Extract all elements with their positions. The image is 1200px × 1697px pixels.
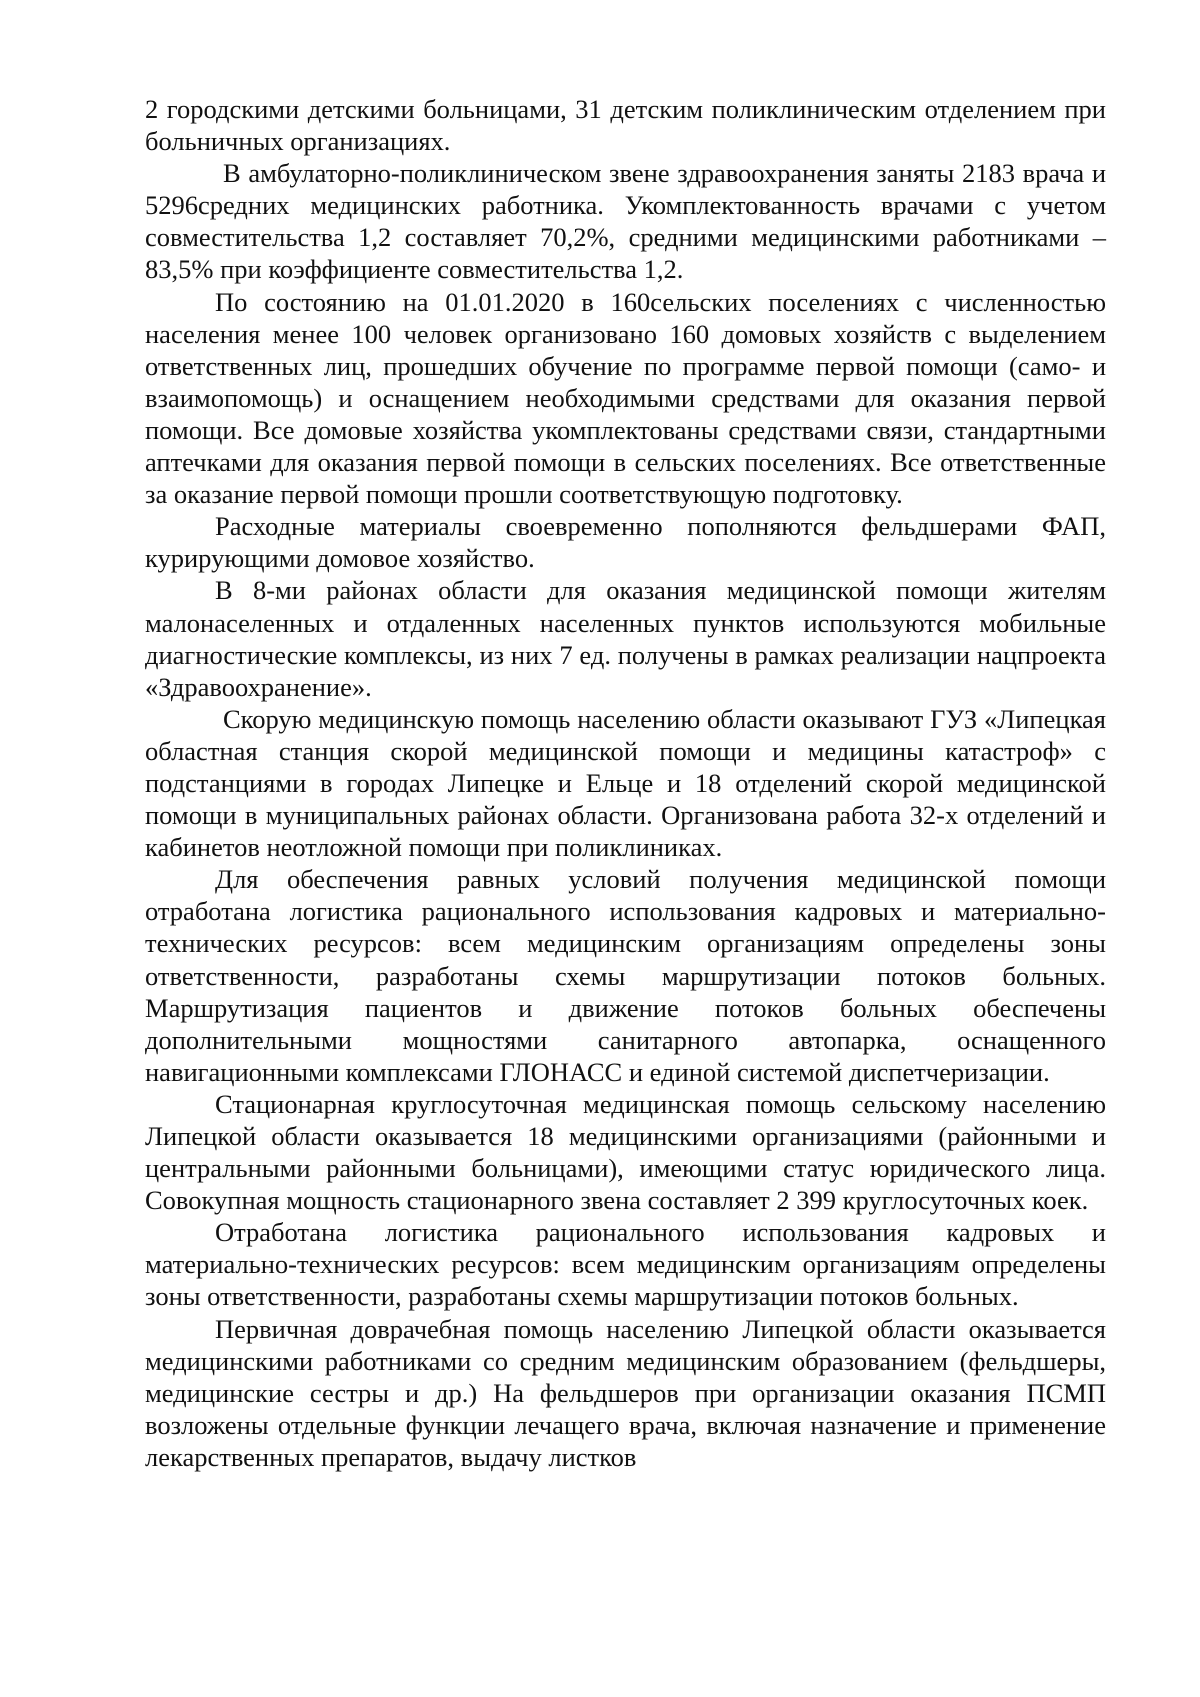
paragraph-2: В амбулаторно-поликлиническом звене здравоохранения заняты 2183 врача и 5296средних медицинских работника. Укомплектованность врачами с учетом совместительства 1,2 составляет 70,2%, средними медицинскими работниками – 83,5% при коэффициенте совместительства 1,2. (145, 158, 1106, 285)
document-page (145, 93, 1106, 1473)
paragraph-1: 2 городскими детскими больницами, 31 детским поликлиническим отделением при больничных организациях. (145, 94, 1106, 157)
paragraph-3: По состоянию на 01.01.2020 в 160сельских поселениях с численностью населения менее 100 человек организовано 160 домовых хозяйств с выделением ответственных лиц, прошедших обучение по программе первой помощи (само- и взаимопомощь) и оснащением необходимыми средствами для оказания первой помощи. Все домовые хозяйства укомплектованы средствами связи, стандартными аптечками для оказания первой помощи в сельских поселениях. Все ответственные за оказание первой помощи прошли соответствующую подготовку. (145, 286, 1106, 510)
paragraph-10: Первичная доврачебная помощь населению Липецкой области оказывается медицинскими работниками со средним медицинским образованием (фельдшеры, медицинские сестры и др.) На фельдшеров при организации оказания ПСМП возложены отдельные функции лечащего врача, включая назначение и применение лекарственных препаратов, выдачу листков (145, 1313, 1106, 1472)
paragraph-6: Скорую медицинскую помощь населению области оказывают ГУЗ «Липецкая областная станция скорой медицинской помощи и медицины катастроф» с подстанциями в городах Липецке и Ельце и 18 отделений скорой медицинской помощи в муниципальных районах области. Организована работа 32-х отделений и кабинетов неотложной помощи при поликлиниках. (145, 703, 1106, 863)
paragraph-8: Стационарная круглосуточная медицинская помощь сельскому населению Липецкой области оказывается 18 медицинскими организациями (районными и центральными районными больницами), имеющими статус юридического лица. Совокупная мощность стационарного звена составляет 2 399 круглосуточных коек. (145, 1088, 1106, 1216)
paragraph-9: Отработана логистика рационального использования кадровых и материально-технических ресурсов: всем медицинским организациям определены зоны ответственности, разработаны схемы маршрутизации потоков больных. (145, 1217, 1106, 1312)
paragraph-5: В 8-ми районах области для оказания медицинской помощи жителям малонаселенных и отдаленных населенных пунктов используются мобильные диагностические комплексы, из них 7 ед. получены в рамках реализации нацпроекта «Здравоохранение». (145, 575, 1106, 702)
paragraph-7: Для обеспечения равных условий получения медицинской помощи отработана логистика рационального использования кадровых и материально-технических ресурсов: всем медицинским организациям определены зоны ответственности, разработаны схемы маршрутизации потоков больных. Маршрутизация пациентов и движение потоков больных обеспечены дополнительными мощностями санитарного автопарка, оснащенного навигационными комплексами ГЛОНАСС и единой системой диспетчеризации. (145, 864, 1106, 1087)
paragraph-4: Расходные материалы своевременно пополняются фельдшерами ФАП, курирующими домовое хозяйство. (145, 511, 1106, 574)
